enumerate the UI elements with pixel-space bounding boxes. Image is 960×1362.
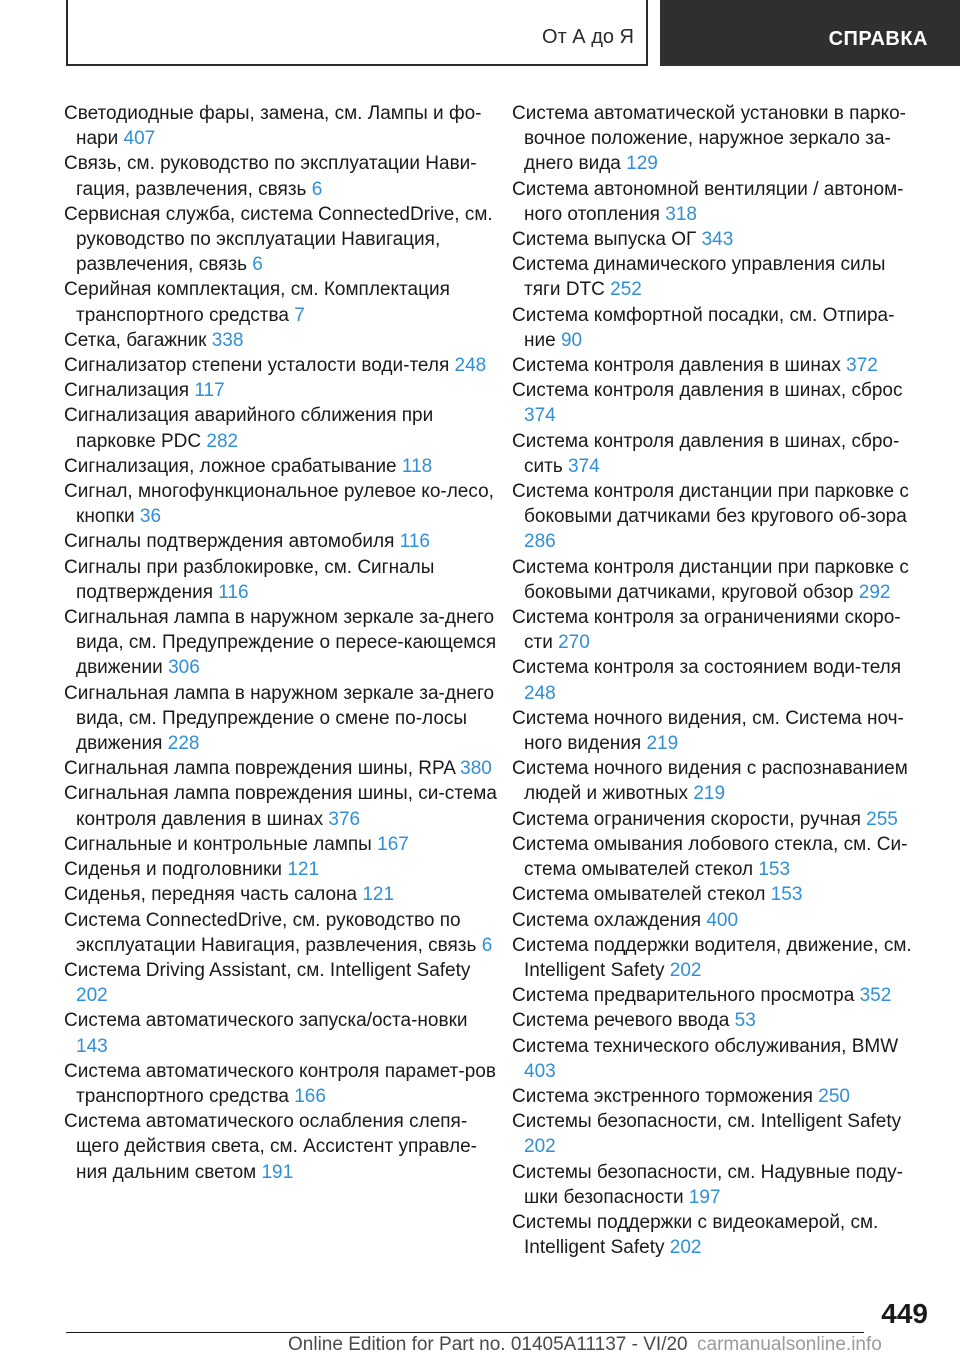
site-watermark: carmanualsonline.info <box>697 1334 882 1355</box>
entry-text: Системы безопасности, см. Intelligent Safety <box>512 1111 902 1133</box>
entry-text: Система комфортной посадки, см. Отпира‐ние <box>512 304 895 351</box>
page-reference-link[interactable]: 400 <box>706 909 739 931</box>
entry-text: Система автономной вентиляции / автоном‐ного отопления <box>512 178 904 225</box>
entry-text: Система контроля за состоянием води‐теля <box>512 657 902 679</box>
page-reference-link[interactable]: 248 <box>524 682 556 704</box>
entry-text: Системы поддержки с видеокамерой, см. Intelligent Safety <box>512 1211 879 1259</box>
index-entry <box>64 832 504 857</box>
page-reference-link[interactable]: 255 <box>866 808 898 830</box>
page-reference-link[interactable]: 407 <box>123 128 156 150</box>
page-reference-link[interactable]: 292 <box>858 581 891 603</box>
section-tab <box>66 0 648 66</box>
entry-text: Сигнальная лампа в наружном зеркале за‐днего вида, см. Предупреждение о смене по‐лосы движения <box>64 682 495 755</box>
index-entry <box>512 983 917 1008</box>
index-entry <box>512 756 917 806</box>
page-reference-link[interactable]: 270 <box>558 632 590 654</box>
entry-text: Система предварительного просмотра <box>512 985 855 1007</box>
page-reference-link[interactable]: 250 <box>818 1085 850 1107</box>
page-reference-link[interactable]: 202 <box>524 1136 556 1158</box>
page-reference-link[interactable]: 116 <box>399 531 430 553</box>
index-entry <box>64 857 504 882</box>
page-reference-link[interactable]: 338 <box>211 329 244 351</box>
entry-text: Сигнальная лампа повреждения шины, RPA <box>64 758 455 780</box>
index-entry <box>512 555 917 605</box>
index-entry <box>64 1109 504 1185</box>
page-reference-link[interactable]: 53 <box>734 1010 756 1032</box>
index-entry <box>512 177 917 227</box>
entry-text: Система автоматического запуска/оста‐новки <box>64 1010 468 1032</box>
index-entry <box>64 151 504 201</box>
entry-text: Системы безопасности, см. Надувные поду‐шки безопасности <box>512 1161 903 1208</box>
entry-text: Сигналы при разблокировке, см. Сигналы подтверждения <box>64 556 435 603</box>
chapter-tab[interactable] <box>660 0 960 66</box>
page-reference-link[interactable]: 36 <box>139 506 162 528</box>
page-reference-link[interactable]: 380 <box>460 758 492 780</box>
index-entry <box>512 882 917 907</box>
page-reference-link[interactable]: 117 <box>194 380 225 402</box>
page-reference-link[interactable]: 374 <box>524 405 556 427</box>
entry-text: Система автоматической установки в парко‐вочное положение, наружное зеркало за‐днего вида <box>512 103 906 175</box>
page-reference-link[interactable]: 166 <box>294 1085 326 1107</box>
entry-text: Система поддержки водителя, движение, см. Intelligent Safety <box>512 934 912 981</box>
index-entry <box>512 429 917 479</box>
page-reference-link[interactable]: 372 <box>846 355 878 377</box>
entry-text: Система автоматического контроля парамет‐ров транспортного средства <box>64 1060 496 1107</box>
page-reference-link[interactable]: 197 <box>688 1186 721 1208</box>
entry-text: Система охлаждения <box>512 909 702 931</box>
entry-text: Система контроля за ограничениями скоро‐сти <box>512 607 901 654</box>
section-title: От А до Я <box>542 26 634 48</box>
entry-text: Система выпуска ОГ <box>512 229 697 251</box>
index-entry <box>64 403 504 453</box>
index-entry <box>64 781 504 831</box>
index-entry <box>64 681 504 757</box>
chapter-title: СПРАВКА <box>828 28 928 50</box>
entry-text: Система ночного видения с распознаванием людей и животных <box>512 758 908 805</box>
entry-text: Система ограничения скорости, ручная <box>512 808 861 830</box>
page-reference-link[interactable]: 352 <box>859 985 892 1007</box>
entry-text: Сиденья, передняя часть салона <box>64 884 358 906</box>
index-entry <box>512 1109 917 1159</box>
index-entry <box>64 958 504 1008</box>
entry-text: Система контроля дистанции при парковке с боковыми датчиками без кругового об‐зора <box>512 481 909 528</box>
page-reference-link[interactable]: 219 <box>646 733 679 755</box>
index-entry <box>64 1059 504 1109</box>
page-reference-link[interactable]: 7 <box>294 304 305 326</box>
page-reference-link[interactable]: 252 <box>610 279 642 301</box>
page-reference-link[interactable]: 376 <box>328 808 361 830</box>
index-entry <box>512 303 917 353</box>
index-entry <box>64 529 504 554</box>
page-reference-link[interactable]: 374 <box>568 455 600 477</box>
entry-text: Система контроля дистанции при парковке с боковыми датчиками, круговой обзор <box>512 556 909 603</box>
index-entry <box>64 882 504 907</box>
page-reference-link[interactable]: 248 <box>454 355 487 377</box>
entry-text: Система ConnectedDrive, см. руководство по эксплуатации Навигация, развлечения, связь <box>64 909 477 956</box>
index-entry <box>512 655 917 705</box>
index-entry <box>512 933 917 983</box>
entry-text: Сетка, багажник <box>64 329 207 351</box>
entry-text: Система речевого ввода <box>512 1010 730 1032</box>
page-reference-link[interactable]: 118 <box>401 455 433 477</box>
entry-text: Сигнализация аварийного сближения при парковке PDC <box>64 405 434 452</box>
page-reference-link[interactable]: 6 <box>481 934 493 956</box>
entry-text: Система технического обслуживания, BMW <box>512 1035 899 1057</box>
page-reference-link[interactable]: 202 <box>669 1237 702 1259</box>
page-reference-link[interactable]: 228 <box>167 733 200 755</box>
page-reference-link[interactable]: 202 <box>76 985 108 1007</box>
index-entry <box>64 101 504 151</box>
entry-text: Система ночного видения, см. Система ноч‐ного видения <box>512 707 904 755</box>
entry-text: Система Driving Assistant, см. Intelligent Safety <box>64 959 471 981</box>
page-reference-link[interactable]: 153 <box>758 859 791 881</box>
index-entry <box>64 908 504 958</box>
page-reference-link[interactable]: 116 <box>218 581 249 603</box>
page-number: 449 <box>881 1298 928 1329</box>
page-reference-link[interactable]: 318 <box>665 203 697 225</box>
index-entry <box>512 1160 917 1210</box>
index-entry <box>512 1034 917 1084</box>
entry-text: Серийная комплектация, см. Комплектация транспортного средства <box>64 279 450 326</box>
entry-text: Система контроля давления в шинах, сброс <box>512 380 903 402</box>
index-entry <box>64 1008 504 1058</box>
entry-text: Система динамического управления силы тяги DTC <box>512 254 886 301</box>
page-reference-link[interactable]: 167 <box>377 833 409 855</box>
index-entry <box>512 807 917 832</box>
entry-text: Сигнал, многофункциональное рулевое ко‐лесо, кнопки <box>64 481 494 528</box>
entry-text: Сигнальные и контрольные лампы <box>64 833 372 855</box>
footer-divider <box>66 1332 864 1333</box>
index-entry <box>64 454 504 479</box>
entry-text: Система омывания лобового стекла, см. Си‐стема омывателей стекол <box>512 833 908 881</box>
index-column-right <box>512 101 917 1260</box>
entry-text: Система контроля давления в шинах <box>512 355 841 377</box>
page-reference-link[interactable]: 6 <box>311 178 323 200</box>
page-reference-link[interactable]: 143 <box>76 1035 108 1057</box>
page-reference-link[interactable]: 343 <box>701 229 734 251</box>
entry-text: Сигнализатор степени усталости води‐теля <box>64 355 450 377</box>
index-entry <box>64 202 504 278</box>
page-reference-link[interactable]: 286 <box>524 531 556 553</box>
page-reference-link[interactable]: 282 <box>206 430 239 452</box>
index-entry <box>512 1084 917 1109</box>
entry-text: Сигнальная лампа в наружном зеркале за‐днего вида, см. Предупреждение о пересе‐кающемся движении <box>64 607 497 679</box>
edition-note: Online Edition for Part no. 01405A11137 - VI/20 <box>288 1334 688 1355</box>
index-entry <box>512 1210 917 1260</box>
entry-text: Связь, см. руководство по эксплуатации Нави‐гация, развлечения, связь <box>64 153 477 200</box>
index-entry <box>512 353 917 378</box>
index-entry <box>64 378 504 403</box>
entry-text: Сервисная служба, система ConnectedDrive, см. руководство по эксплуатации Навигация, развлечения, связь <box>64 203 493 276</box>
page-reference-link[interactable]: 306 <box>168 657 200 679</box>
index-entry <box>64 605 504 681</box>
page-reference-link[interactable]: 129 <box>626 153 658 175</box>
page-reference-link[interactable]: 6 <box>252 254 263 276</box>
entry-text: Сигналы подтверждения автомобиля <box>64 531 395 553</box>
index-entry <box>512 479 917 555</box>
index-entry <box>64 277 504 327</box>
entry-text: Система контроля давления в шинах, сбро‐сить <box>512 430 900 477</box>
index-entry <box>512 832 917 882</box>
page-reference-link[interactable]: 191 <box>261 1161 294 1183</box>
entry-text: Система автоматического ослабления слепя‐щего действия света, см. Ассистент управле‐ния дальним светом <box>64 1111 478 1183</box>
index-entry <box>512 706 917 756</box>
index-entry <box>64 555 504 605</box>
index-entry <box>512 908 917 933</box>
index-entry <box>512 252 917 302</box>
page-reference-link[interactable]: 153 <box>770 884 803 906</box>
page-reference-link[interactable]: 121 <box>362 884 395 906</box>
index-entry <box>64 479 504 529</box>
entry-text: Сигнализация <box>64 380 190 402</box>
index-entry <box>512 101 917 177</box>
page-reference-link[interactable]: 121 <box>287 859 320 881</box>
index-column-left <box>64 101 504 1185</box>
entry-text: Система омывателей стекол <box>512 884 766 906</box>
entry-text: Светодиодные фары, замена, см. Лампы и фо‐нари <box>64 103 482 150</box>
index-entry <box>64 756 504 781</box>
index-entry <box>64 353 504 378</box>
entry-text: Сиденья и подголовники <box>64 859 283 881</box>
index-entry <box>512 605 917 655</box>
index-entry <box>512 378 917 428</box>
page-reference-link[interactable]: 219 <box>693 783 726 805</box>
page-reference-link[interactable]: 202 <box>669 959 702 981</box>
index-entry <box>512 1008 917 1033</box>
entry-text: Сигнальная лампа повреждения шины, си‐стема контроля давления в шинах <box>64 783 497 830</box>
page-reference-link[interactable]: 90 <box>560 329 583 351</box>
entry-text: Система экстренного торможения <box>512 1085 813 1107</box>
index-entry <box>64 328 504 353</box>
index-entry <box>512 227 917 252</box>
entry-text: Сигнализация, ложное срабатывание <box>64 455 397 477</box>
page-reference-link[interactable]: 403 <box>524 1060 556 1082</box>
